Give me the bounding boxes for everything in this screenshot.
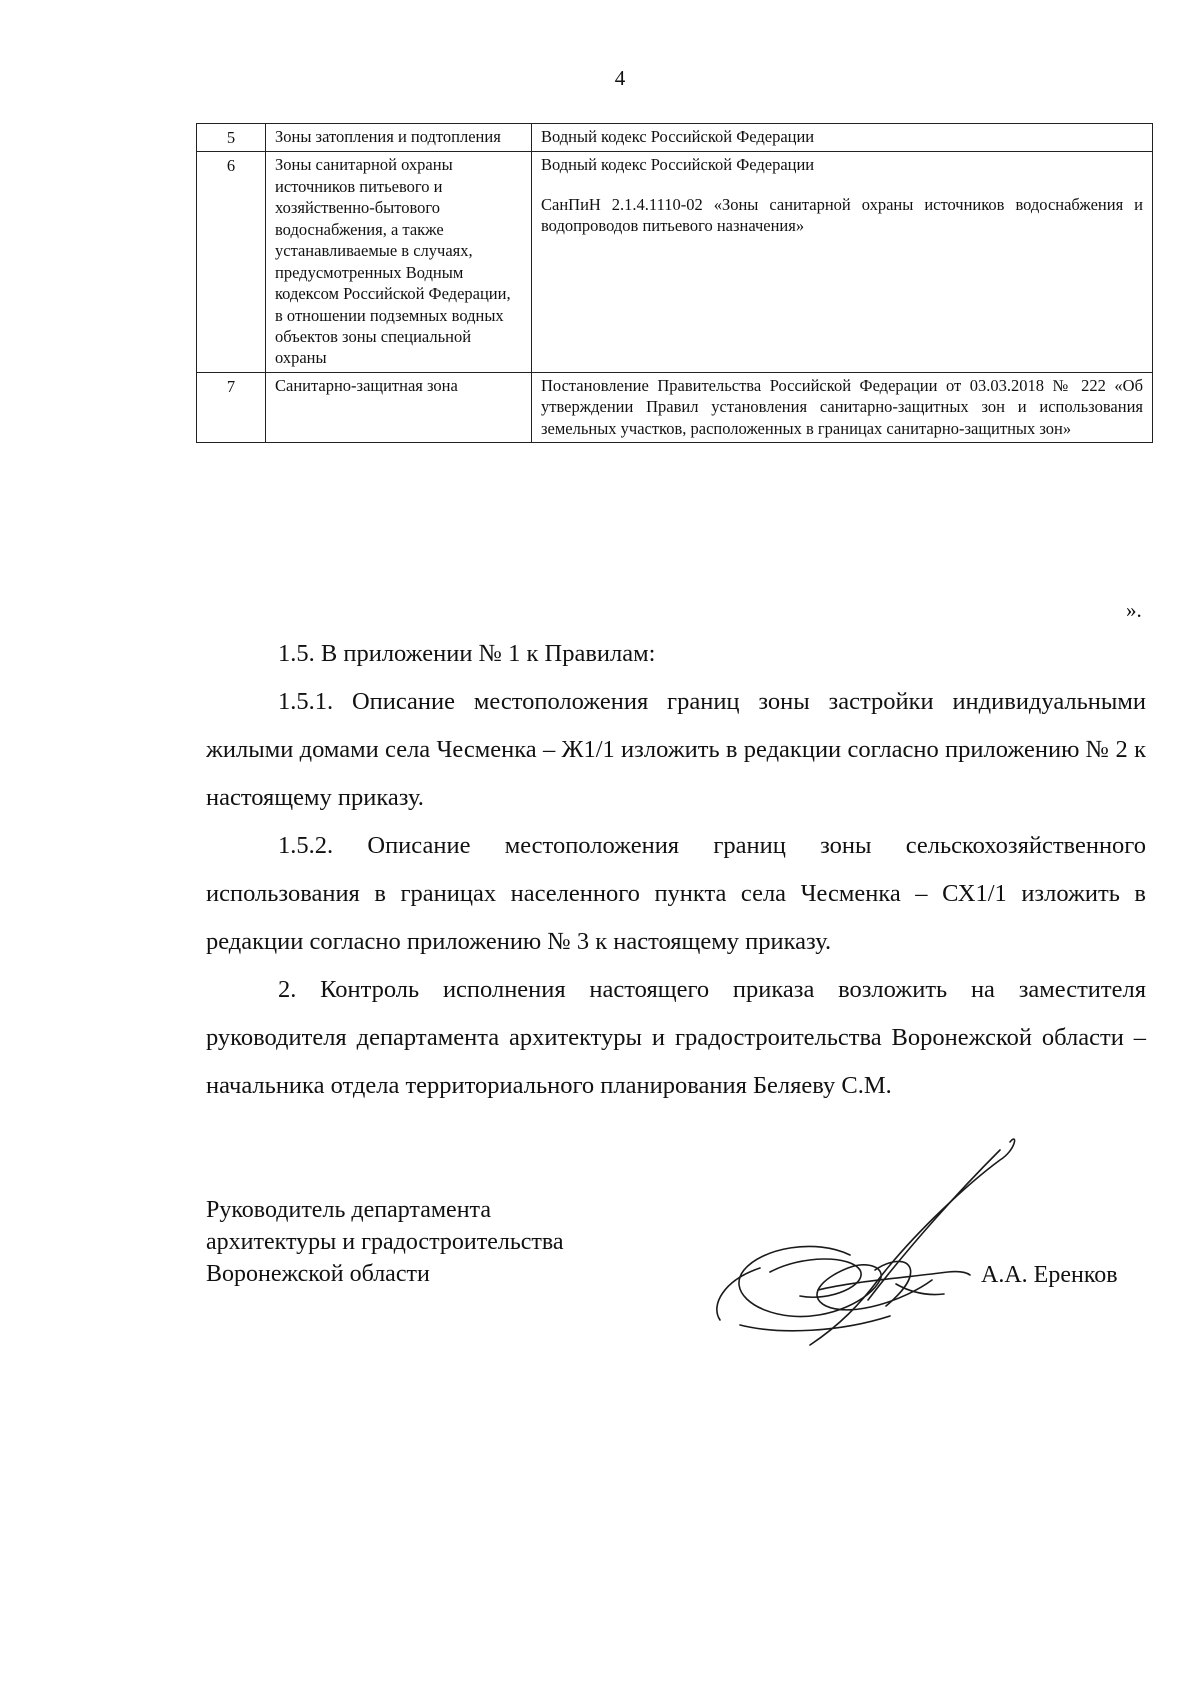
page-number: 4 [614,66,626,90]
paragraph-2: 2. Контроль исполнения настоящего приказа возложить на заместителя руководителя департамента архитектуры и градостроительства Воронежской области – начальника отдела территориального планирования Беляеву С.М. [206,976,1146,1099]
legal-basis [532,124,1153,152]
table-row [197,152,1153,372]
zone-name: Санитарно-защитная зона [266,372,532,442]
legal-basis-item: СанПиН 2.1.4.1110-02 «Зоны санитарной охраны источников водоснабжения и водопроводов питьевого назначения» [541,194,1143,236]
row-number: 5 [197,124,266,152]
closing-quote: ». [1126,598,1142,622]
signer-title [206,1194,564,1290]
table-row [197,372,1153,442]
row-number: 6 [197,152,266,372]
legal-basis-item: Водный кодекс Российской Федерации [541,155,815,175]
legal-basis [532,372,1153,442]
paragraph-1-5: 1.5. В приложении № 1 к Правилам: [278,640,656,667]
handwritten-signature [700,1120,1040,1360]
signer-title-line: Воронежской области [206,1261,430,1287]
table-row [197,124,1153,152]
legal-basis-item: Водный кодекс Российской Федерации [541,127,815,146]
legal-basis-item: Постановление Правительства Российской Федерации от 03.03.2018 № 222 «Об утверждении Правил установления санитарно-защитных зон и использования земельных участков, расположенных в границах санитарно-защитных зон» [541,375,1143,438]
signer-title-line: Руководитель департамента [206,1197,491,1223]
regulations-table [196,123,1153,443]
zone-name: Зоны санитарной охраны источников питьевого и хозяйственно-бытового водоснабжения, а также устанавливаемые в случаях, предусмотренных Водным кодексом Российской Федерации, в отношении подземных водных объектов зоны специальной охраны [266,152,532,372]
signer-name: А.А. Еренков [981,1262,1118,1288]
order-body [206,630,1146,1110]
signer-title-line: архитектуры и градостроительства [206,1229,564,1255]
row-number: 7 [197,372,266,442]
paragraph-1-5-2: 1.5.2. Описание местоположения границ зоны сельскохозяйственного использования в границах населенного пункта села Чесменка – СХ1/1 изложить в редакции согласно приложению № 3 к настоящему приказу. [206,832,1146,955]
zone-name: Зоны затопления и подтопления [266,124,532,152]
paragraph-1-5-1: 1.5.1. Описание местоположения границ зоны застройки индивидуальными жилыми домами села Чесменка – Ж1/1 изложить в редакции согласно приложению № 2 к настоящему приказу. [206,688,1146,811]
legal-basis [532,152,1153,372]
